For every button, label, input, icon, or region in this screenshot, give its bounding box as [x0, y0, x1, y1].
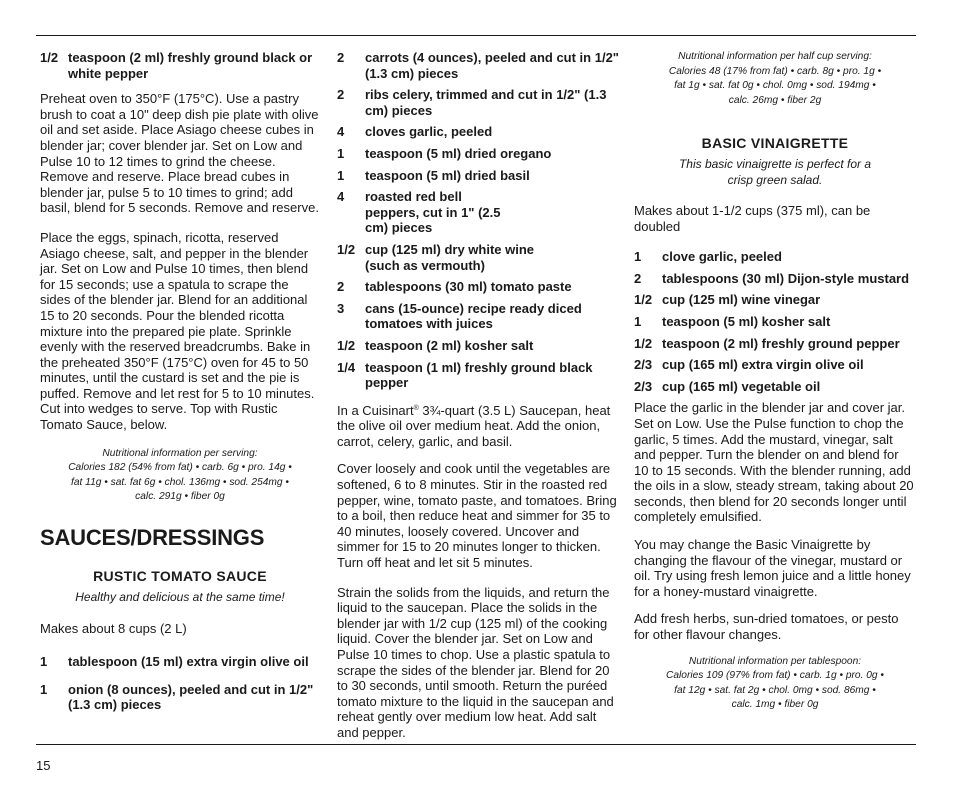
recipe-yield: Makes about 1-1/2 cups (375 ml), can be doubled: [634, 202, 871, 234]
nutrition-line: calc. 26mg • fiber 2g: [728, 94, 822, 106]
recipe-tagline: This basic vinaigrette is perfect for a: [678, 156, 872, 171]
ingredient-qty: 1: [634, 249, 642, 265]
ingredient-line: [337, 146, 619, 162]
nutrition-line: Calories 109 (97% from fat) • carb. 1g • pro. 0g •: [666, 670, 884, 682]
ingredient-qty: 2/3: [634, 378, 653, 394]
ingredient-qty: 1/2: [634, 292, 653, 308]
ingredient-line: [634, 249, 916, 265]
nutrition-info: [634, 655, 916, 713]
ingredient-text: tablespoons (30 ml) Dijon-style mustard: [662, 270, 910, 286]
ingredient-qty: 1: [634, 313, 642, 329]
column-middle: [337, 50, 619, 749]
ingredient-line: [337, 360, 619, 391]
ingredient-qty: 2: [337, 279, 345, 295]
ingredient-text: tablespoons (30 ml) tomato paste: [365, 279, 572, 295]
ingredient-line: [337, 168, 619, 184]
section-title: SAUCES/DRESSINGS: [40, 525, 265, 551]
ingredient-line: [40, 682, 320, 713]
ingredient-line: [337, 279, 619, 295]
ingredient-text: teaspoon (2 ml) kosher salt: [365, 337, 534, 353]
top-rule: [36, 35, 916, 36]
ingredient-line: [337, 189, 619, 236]
ingredient-line: [634, 292, 916, 308]
ingredient-qty: 4: [337, 124, 345, 140]
ingredient-line: [337, 242, 619, 273]
ingredient-text: roasted red bell peppers, cut in 1" (2.5 cm) pieces: [365, 189, 501, 236]
ingredient-list: [40, 654, 320, 713]
ingredient-text: teaspoon (5 ml) dried basil: [365, 167, 530, 183]
ingredient-text: teaspoon (2 ml) freshly ground pepper: [662, 335, 900, 351]
ingredient-qty: 1/2: [634, 335, 653, 351]
nutrition-heading: Nutritional information per tablespoon:: [688, 655, 862, 667]
nutrition-heading: Nutritional information per serving:: [102, 447, 258, 459]
ingredient-text: carrots (4 ounces), peeled and cut in 1/2" (1.3 cm) pieces: [365, 50, 619, 81]
instructions-paragraph: Preheat oven to 350°F (175°C). Use a pastry brush to coat a 10" deep dish pie plate with olive oil and set aside. Place Asiago cheese cubes in blender jar; cover blender jar. Set on Low and Pulse 10 to 12 times to grind the cheese. Remove and reserve. Place bread cubes in blender jar, pulse 5 to 10 times to grind; add basil, blend for 5 seconds. Remove and reserve.: [40, 91, 319, 216]
ingredient-line: [634, 379, 916, 395]
ingredient-line: [634, 336, 916, 352]
ingredient-qty: 1/4: [337, 359, 356, 375]
ingredient-line: [337, 338, 619, 354]
ingredient-text: onion (8 ounces), peeled and cut in 1/2" (1.3 cm) pieces: [68, 681, 314, 713]
ingredient-text: cup (165 ml) vegetable oil: [662, 378, 821, 394]
instructions-paragraph: In a Cuisinart® 3¾-quart (3.5 L) Saucepan, heat the olive oil over medium heat. Add the onion, carrot, celery, garlic, and basil.: [337, 402, 611, 449]
nutrition-info: [634, 50, 916, 108]
ingredient-list: [337, 50, 619, 391]
ingredient-line: [337, 50, 619, 81]
ingredient-qty: 2: [337, 50, 345, 65]
ingredient-qty: 1/2: [337, 241, 356, 257]
ingredient-text: clove garlic, peeled: [662, 249, 782, 265]
ingredient-text: teaspoon (5 ml) kosher salt: [662, 313, 831, 329]
ingredient-line: [337, 124, 619, 140]
ingredient-qty: 2: [337, 87, 345, 103]
ingredient-qty: 1: [40, 681, 48, 697]
instructions-paragraph: Place the eggs, spinach, ricotta, reserved Asiago cheese, salt, and pepper in the blender jar. Set on Low and Pulse 10 times, then blend for 15 seconds; use a spatula to scrape the sides of the blender jar. Blend for an additional 15 to 20 seconds. Pour the blended ricotta mixture into the prepared pie plate. Sprinkle evenly with the reserved breadcrumbs. Bake in the preheated 350°F (175°C) oven for 45 to 50 minutes, until the custard is set and the pie is puffed. Remove and let rest for 5 to 10 minutes. Cut into wedges to serve. Top with Rustic Tomato Sauce, below.: [40, 229, 315, 433]
nutrition-line: calc. 291g • fiber 0g: [135, 491, 225, 503]
ingredient-line: [634, 271, 916, 287]
ingredient-qty: 4: [337, 189, 345, 205]
ingredient-line: [40, 50, 320, 81]
ingredient-line: [337, 301, 619, 332]
ingredient-qty: 1: [337, 145, 345, 161]
ingredient-qty: 2/3: [634, 357, 653, 373]
ingredient-qty: 1/2: [337, 337, 356, 353]
instructions-paragraph: Place the garlic in the blender jar and cover jar. Set on Low. Use the Pulse function to chop the garlic, 5 times. Add the mustard, vinegar, salt and pepper. Turn the blender on and blend for 10 to 15 seconds. With the blender running, add the oils in a slow, steady stream, taking about 20 seconds, then blend for 20 seconds longer until completely emulsified.: [634, 400, 914, 525]
ingredient-text: cup (125 ml) wine vinegar: [662, 292, 821, 308]
nutrition-info: [40, 447, 320, 505]
ingredient-text: teaspoon (1 ml) freshly ground black pepper: [365, 359, 593, 391]
ingredient-text: teaspoon (2 ml) freshly ground black or white pepper: [68, 50, 313, 81]
ingredient-list: [634, 249, 916, 394]
ingredient-text: ribs celery, trimmed and cut in 1/2" (1.3 cm) pieces: [365, 87, 607, 118]
nutrition-line: Calories 182 (54% from fat) • carb. 6g • pro. 14g •: [68, 462, 292, 474]
instructions-paragraph: You may change the Basic Vinaigrette by changing the flavour of the vinegar, mustard or oil. Try using fresh lemon juice and a little honey for a honey-mustard vinaigrette.: [634, 537, 911, 599]
ingredient-text: cup (125 ml) dry white wine (such as vermouth): [365, 241, 535, 273]
instructions-paragraph: Add fresh herbs, sun-dried tomatoes, or pesto for other flavour changes.: [634, 611, 899, 643]
nutrition-line: Calories 48 (17% from fat) • carb. 8g • pro. 1g •: [668, 65, 882, 77]
ingredient-qty: 1: [337, 167, 345, 183]
nutrition-heading: Nutritional information per half cup serving:: [678, 51, 872, 62]
nutrition-line: fat 11g • sat. fat 6g • chol. 136mg • sod. 254mg •: [71, 476, 289, 488]
ingredient-qty: 2: [634, 270, 642, 286]
recipe-title: BASIC VINAIGRETTE: [701, 135, 849, 152]
instructions-paragraph: Cover loosely and cook until the vegetables are softened, 6 to 8 minutes. Stir in the roasted red pepper, wine, tomato paste, and tomatoes. Bring to a boil, then reduce heat and simmer for 35 to 40 minutes, loosely covered. Uncover and simmer for 15 to 20 minutes longer to thicken. Turn off heat and let sit 5 minutes.: [337, 461, 617, 571]
nutrition-line: fat 12g • sat. fat 2g • chol. 0mg • sod. 86mg •: [674, 684, 876, 696]
recipe-yield: Makes about 8 cups (2 L): [40, 620, 187, 636]
bottom-rule: [36, 744, 916, 745]
ingredient-qty: 1: [40, 654, 48, 670]
column-left: [40, 50, 320, 719]
recipe-tagline: Healthy and delicious at the same time!: [75, 589, 285, 604]
ingredient-text: teaspoon (5 ml) dried oregano: [365, 145, 552, 161]
page-number: 15: [36, 758, 51, 773]
instructions-paragraph: Strain the solids from the liquids, and return the liquid to the saucepan. Place the solids in the blender jar with 1/2 cup (125 ml) of the cooking liquid. Cover the blender jar. Set on Low and Pulse 10 times to chop. Use a plastic spatula to scrape the sides of the blender jar. Blend for 20 to 30 seconds, until smooth. Return the puréed tomato mixture to the liquid in the saucepan and reheat gently over medium low heat. Add salt and pepper.: [337, 584, 614, 740]
ingredient-text: tablespoon (15 ml) extra virgin olive oil: [68, 654, 309, 670]
ingredient-line: [634, 357, 916, 373]
ingredient-line: [634, 314, 916, 330]
ingredient-qty: 1/2: [40, 50, 59, 65]
column-right: [634, 50, 916, 713]
ingredient-line: [337, 87, 619, 118]
ingredient-text: cloves garlic, peeled: [365, 124, 493, 140]
nutrition-line: calc. 1mg • fiber 0g: [731, 699, 819, 711]
recipe-title: RUSTIC TOMATO SAUCE: [93, 568, 267, 585]
nutrition-line: fat 1g • sat. fat 0g • chol. 0mg • sod. 194mg •: [674, 80, 876, 92]
ingredient-text: cans (15-ounce) recipe ready diced tomatoes with juices: [365, 300, 582, 332]
ingredient-line: [40, 654, 320, 670]
ingredient-text: cup (165 ml) extra virgin olive oil: [662, 357, 864, 373]
ingredient-qty: 3: [337, 300, 345, 316]
registered-mark: ®: [413, 404, 419, 412]
recipe-tagline: crisp green salad.: [727, 172, 823, 187]
